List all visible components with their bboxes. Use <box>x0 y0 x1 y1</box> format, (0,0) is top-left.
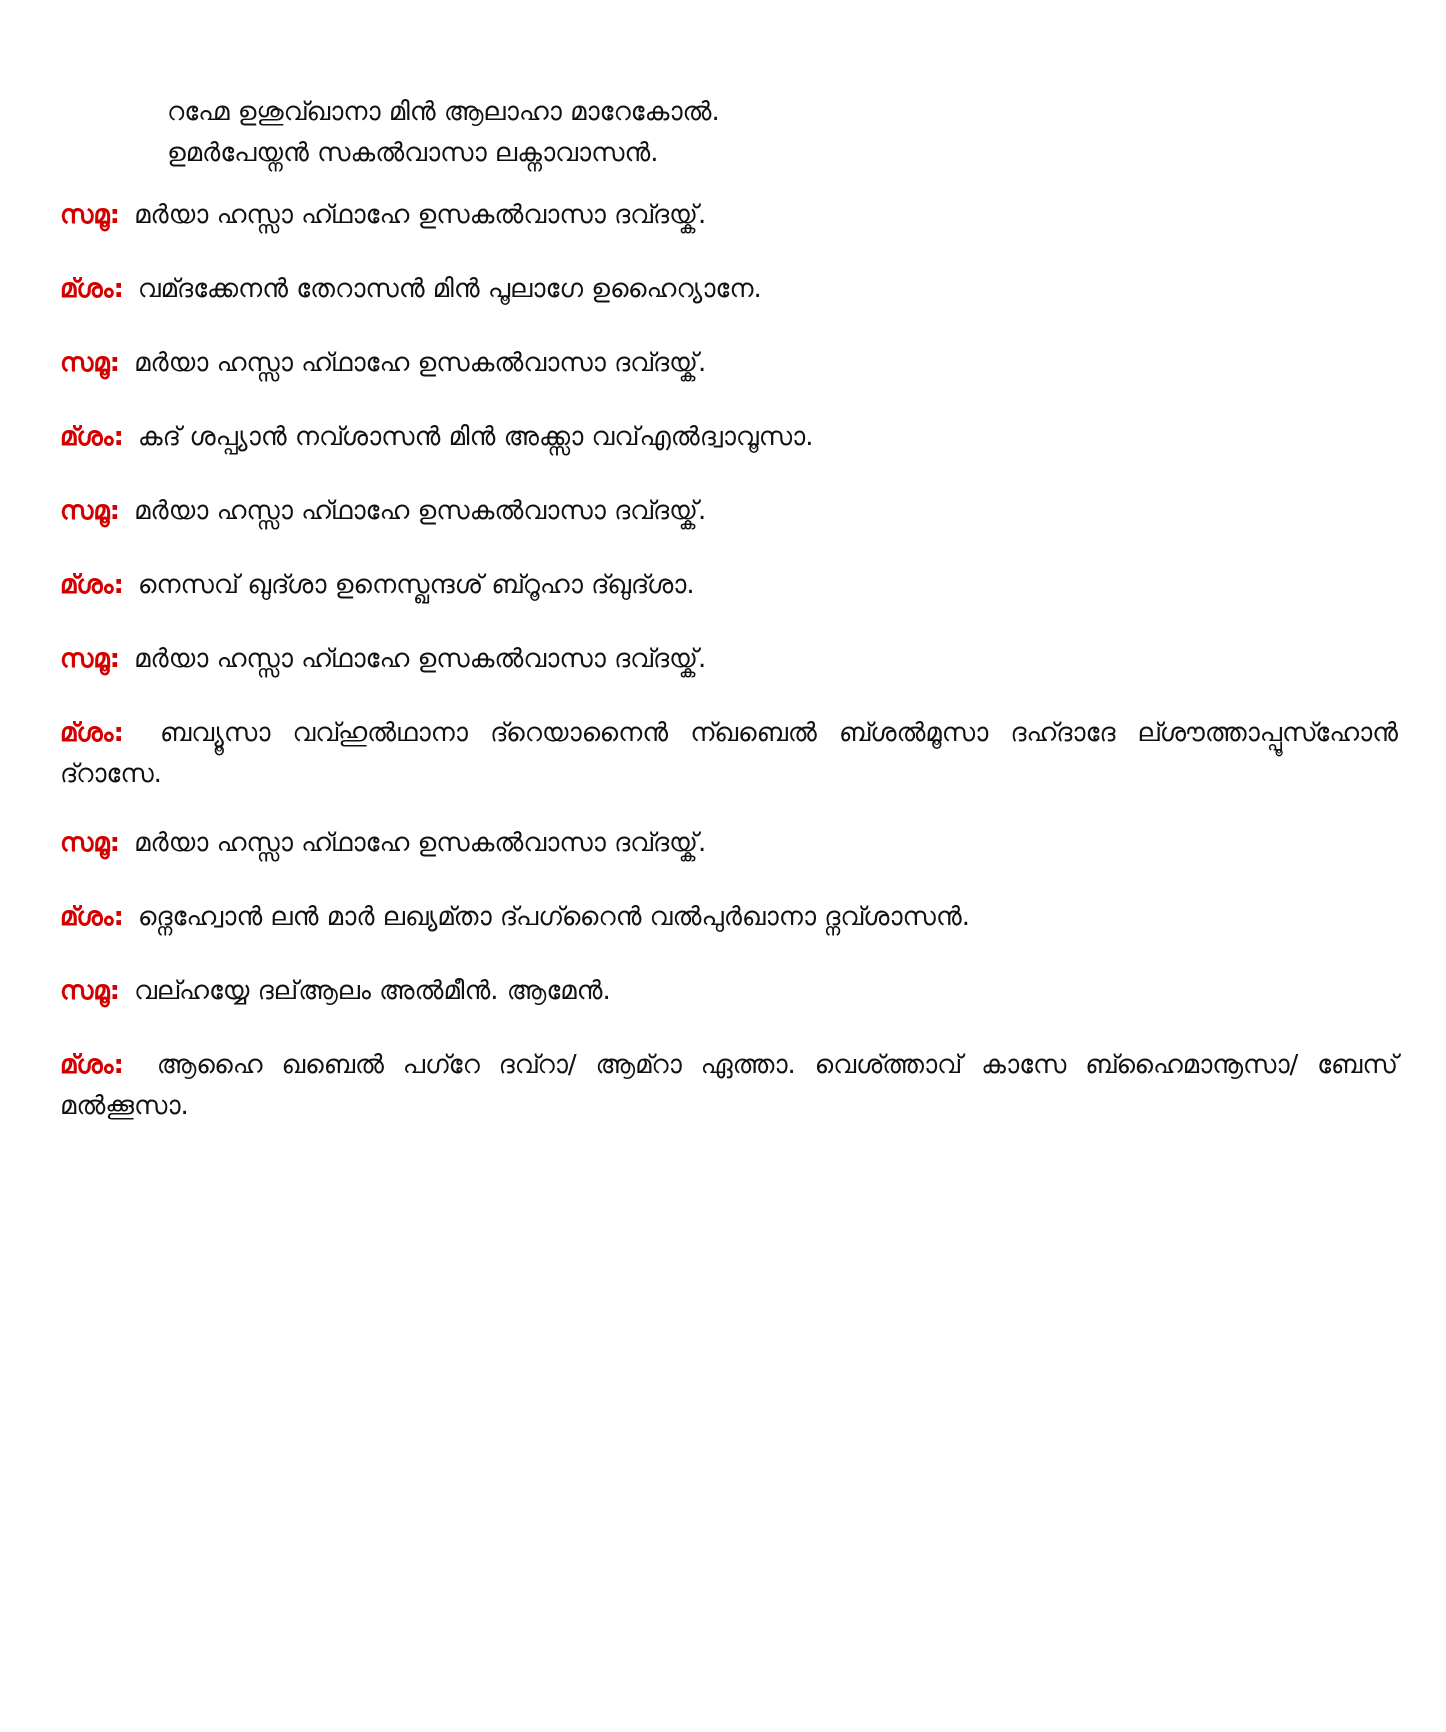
verse-text: വല്ഹയ്യേ ദല്ആലം അൽമീൻ. ആമേൻ. <box>134 976 611 1006</box>
speaker-label: സമൂ: <box>60 644 121 674</box>
verse-text: മർയാ ഹസ്സാ ഹ്ഥാഹേ ഉസകൽവാസാ ദവ്ദയ്ക്. <box>134 828 707 858</box>
verse-text: മർയാ ഹസ്സാ ഹ്ഥാഹേ ഉസകൽവാസാ ദവ്ദയ്ക്. <box>134 496 707 526</box>
speaker-label: സമൂ: <box>60 348 121 378</box>
verse-response <box>60 491 1398 532</box>
speaker-label: മ്ശം: <box>60 422 124 452</box>
verse-response <box>60 195 1398 236</box>
intro-line: ഉമർപേയ്നൻ സകൽവാസാ ലക്നാവാസൻ. <box>167 138 659 168</box>
verse-response <box>60 639 1398 680</box>
verse-response <box>60 823 1398 864</box>
verse-celebrant <box>60 417 1398 458</box>
intro-line: റഹ്മേ ഉശുവ്ഖാനാ മിൻ ആലാഹാ മാറേകോൽ. <box>167 97 720 127</box>
verse-text: ബവ്യൂസാ വവ്ഹുൽഥാനാ ദ്റെയാനൈൻ ന്ഖബെൽ ബ്ശൽമൂസാ ദഹ്ദാദേ ല്ശൗത്താപ്പൂസ്ഹോൻ ദ്റാസേ. <box>60 718 1399 789</box>
verse-response <box>60 343 1398 384</box>
verse-text: കദ് ശപ്പ്യാൻ നവ്ശാസൻ മിൻ അക്ക്സാ വവ്എൽദ്വാവൂസാ. <box>137 422 814 452</box>
verse-text: മർയാ ഹസ്സാ ഹ്ഥാഹേ ഉസകൽവാസാ ദവ്ദയ്ക്. <box>134 200 707 230</box>
verse-response <box>60 971 1398 1012</box>
intro-stanza <box>167 92 1347 174</box>
verse-celebrant <box>60 269 1398 310</box>
speaker-label: മ്ശം: <box>60 274 124 304</box>
speaker-label: മ്ശം: <box>60 718 124 748</box>
verse-celebrant <box>60 565 1398 606</box>
speaker-label: മ്ശം: <box>60 1050 124 1080</box>
verse-text: മർയാ ഹസ്സാ ഹ്ഥാഹേ ഉസകൽവാസാ ദവ്ദയ്ക്. <box>134 644 707 674</box>
verse-text: മർയാ ഹസ്സാ ഹ്ഥാഹേ ഉസകൽവാസാ ദവ്ദയ്ക്. <box>134 348 707 378</box>
verse-text: ദ്നെഹ്വോൻ ലൻ മാർ ലഖ്യമ്താ ദ്പഗ്റൈൻ വൽപുർഖാനാ ദ്നവ്ശാസൻ. <box>137 902 970 932</box>
speaker-label: മ്ശം: <box>60 570 124 600</box>
speaker-label: മ്ശം: <box>60 902 124 932</box>
speaker-label: സമൂ: <box>60 976 121 1006</box>
verse-text: വമ്ദക്കേനൻ തേറാസൻ മിൻ പൂലാഗേ ഉഹൈറ്യാനേ. <box>137 274 762 304</box>
verse-text: ആഹൈ ഖബെൽ പഗ്റേ ദവ്റാ/ ആമ്റാ ഏത്താ. വെശ്ത്താവ് കാസേ ബ്ഹൈമാനൂസാ/ ബേസ് മൽക്കൂസാ. <box>60 1050 1399 1121</box>
speaker-label: സമൂ: <box>60 200 121 230</box>
verse-celebrant <box>60 713 1398 795</box>
speaker-label: സമൂ: <box>60 496 121 526</box>
verse-celebrant <box>60 897 1398 938</box>
verse-celebrant <box>60 1045 1398 1127</box>
verse-text: നെസവ് ഖുദ്ശാ ഉനെസ്ഖന്ദശ് ബ്റൂഹാ ദ്ഖുദ്ശാ. <box>137 570 695 600</box>
speaker-label: സമൂ: <box>60 828 121 858</box>
